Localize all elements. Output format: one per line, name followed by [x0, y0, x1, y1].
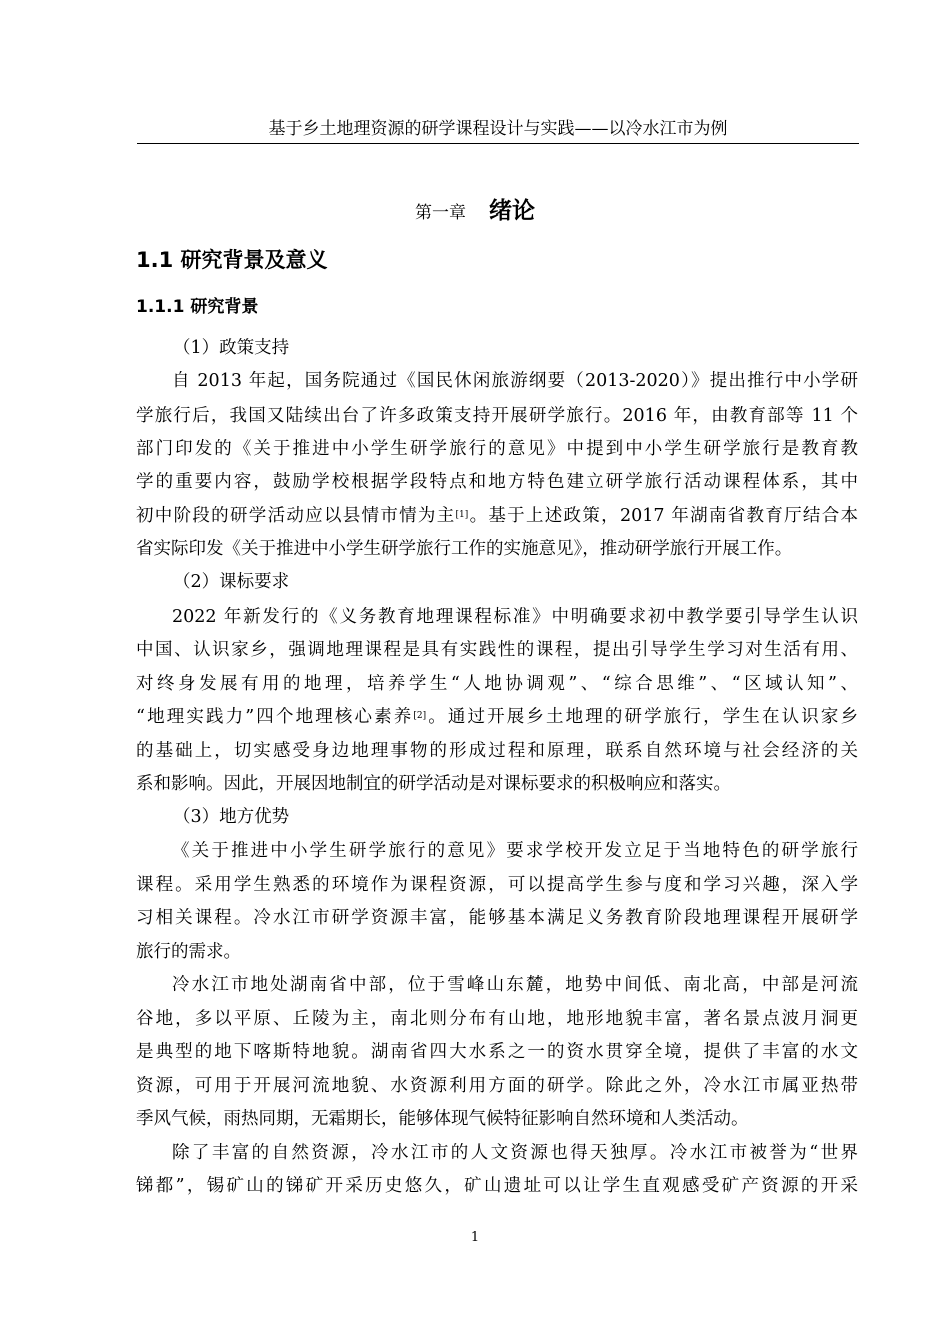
paragraph-text: “地理实践力”四个地理核心素养 — [136, 707, 414, 727]
chapter-title: 绪论 — [489, 198, 536, 224]
paragraph-text: 。通过开展乡土地理的研学旅行，学生在认识家乡 — [426, 707, 858, 727]
paragraph-line: 系和影响。因此，开展因地制宜的研学活动是对课标要求的积极响应和落实。 — [136, 774, 731, 794]
paragraph-text: 。基于上述政策，2017 年湖南省教育厅结合本 — [468, 506, 858, 526]
paragraph-line: 自 2013 年起，国务院通过《国民休闲旅游纲要（2013-2020）》提出推行中小学研 — [172, 371, 858, 391]
paragraph-line: 部门印发的《关于推进中小学生研学旅行的意见》中提到中小学生研学旅行是教育教 — [136, 439, 858, 459]
paragraph-line: 季风气候，雨热同期，无霜期长，能够体现气候特征影响自然环境和人类活动。 — [136, 1109, 749, 1129]
paragraph-line: 省实际印发《关于推进中小学生研学旅行工作的实施意见》，推动研学旅行开展工作。 — [136, 539, 793, 559]
subhead-local: （3）地方优势 — [173, 807, 290, 827]
citation-ref: [2] — [413, 711, 427, 721]
paragraph-line-with-citation — [136, 505, 858, 527]
citation-ref: [1] — [455, 510, 469, 520]
paragraph-line: 对终身发展有用的地理，培养学生“人地协调观”、“综合思维”、“区域认知”、 — [136, 674, 858, 694]
paragraph-line: 课程。采用学生熟悉的环境作为课程资源，可以提高学生参与度和学习兴趣，深入学 — [136, 875, 858, 895]
paragraph-line: 谷地，多以平原、丘陵为主，南北则分布有山地，地形地貌丰富，著名景点波月洞更 — [136, 1009, 858, 1029]
chapter-number: 第一章 — [414, 203, 466, 223]
subhead-policy: （1）政策支持 — [173, 338, 290, 358]
subsection-heading: 1.1.1 研究背景 — [136, 297, 259, 317]
subhead-curriculum: （2）课标要求 — [173, 572, 290, 592]
paragraph-line: 学旅行后，我国又陆续出台了许多政策支持开展研学旅行。2016 年，由教育部等 11 个 — [136, 406, 858, 426]
paragraph-line: 中国、认识家乡，强调地理课程是具有实践性的课程，提出引导学生学习对生活有用、 — [136, 640, 858, 660]
chapter-heading — [0, 192, 950, 225]
paragraph-line: 《关于推进中小学生研学旅行的意见》要求学校开发立足于当地特色的研学旅行 — [172, 841, 858, 861]
paragraph-line: 资源，可用于开展河流地貌、水资源利用方面的研学。除此之外，冷水江市属亚热带 — [136, 1076, 858, 1096]
paragraph-line: 锑都”，锡矿山的锑矿开采历史悠久，矿山遗址可以让学生直观感受矿产资源的开采 — [136, 1176, 858, 1196]
paragraph-line: 2022 年新发行的《义务教育地理课程标准》中明确要求初中教学要引导学生认识 — [172, 607, 858, 627]
paragraph-line: 的基础上，切实感受身边地理事物的形成过程和原理，联系自然环境与社会经济的关 — [136, 741, 858, 761]
paragraph-line: 是典型的地下喀斯特地貌。湖南省四大水系之一的资水贯穿全境，提供了丰富的水文 — [136, 1042, 858, 1062]
section-heading: 1.1 研究背景及意义 — [136, 248, 328, 272]
paragraph-line: 冷水江市地处湖南省中部，位于雪峰山东麓，地势中间低、南北高，中部是河流 — [172, 975, 858, 995]
paragraph-line-with-citation — [136, 706, 858, 728]
page-number: 1 — [470, 1230, 480, 1245]
running-header: 基于乡土地理资源的研学课程设计与实践——以冷水江市为例 — [137, 114, 859, 144]
paragraph-line: 习相关课程。冷水江市研学资源丰富，能够基本满足义务教育阶段地理课程开展研学 — [136, 908, 858, 928]
paragraph-line: 除了丰富的自然资源，冷水江市的人文资源也得天独厚。冷水江市被誉为“世界 — [172, 1143, 858, 1163]
paragraph-line: 旅行的需求。 — [136, 942, 241, 962]
paragraph-line: 学的重要内容，鼓励学校根据学段特点和地方特色建立研学旅行活动课程体系，其中 — [136, 472, 858, 492]
paragraph-text: 初中阶段的研学活动应以县情市情为主 — [136, 506, 456, 526]
